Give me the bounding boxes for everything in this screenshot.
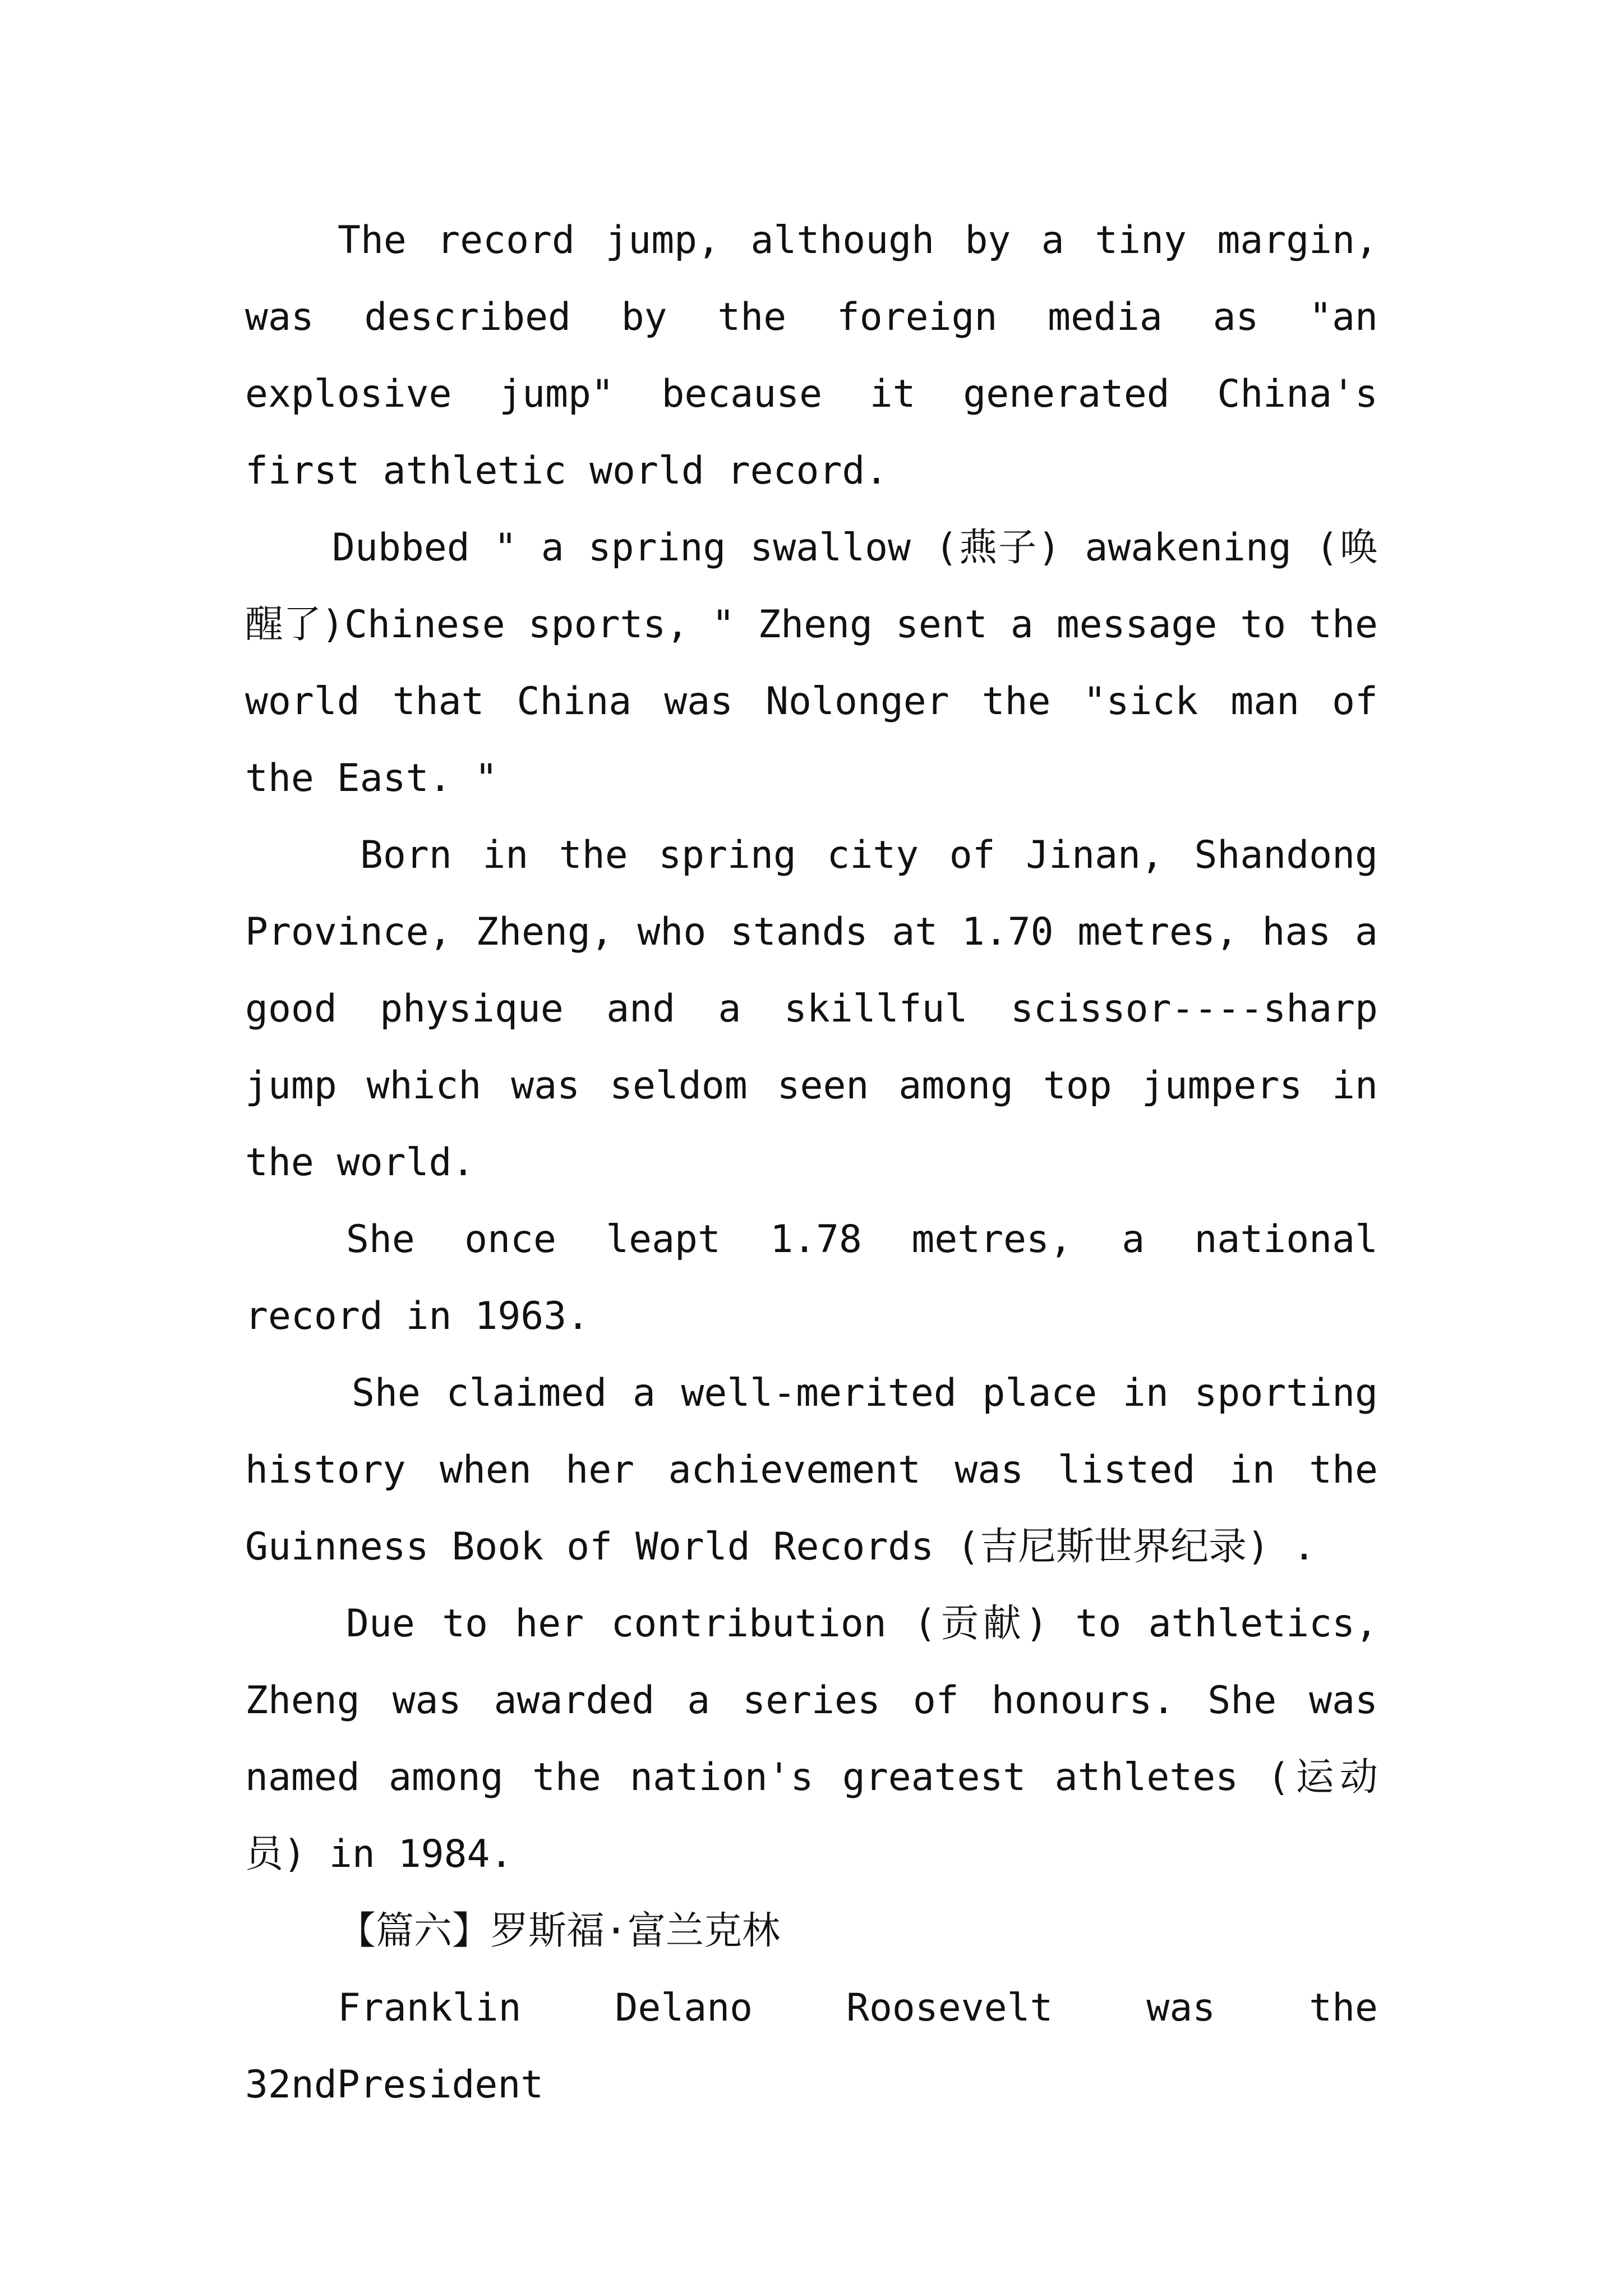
- paragraph-record-jump: The record jump, although by a tiny margin, was described by the foreign media as "an explosive jump" because it generated China's first athletic world record.: [245, 218, 1378, 493]
- section-heading: 【篇六】罗斯福·富兰克林: [338, 1909, 780, 1953]
- paragraph-guinness: She claimed a well-merited place in sporting history when her achievement was listed in the Guinness Book of World Records (吉尼斯世界纪录) .: [245, 1371, 1378, 1569]
- paragraph-honours: Due to her contribution (贡献) to athletics, Zheng was awarded a series of honours. She was named among the nation's greatest athletes (运动员) in 1984.: [245, 1602, 1378, 1876]
- paragraph-spring-swallow: Dubbed " a spring swallow (燕子) awakening (唤醒了)Chinese sports, " Zheng sent a message to the world that China was Nolonger the "sick man of the East. ": [245, 526, 1378, 800]
- paragraph-roosevelt: Franklin Delano Roosevelt was the 32ndPresident: [245, 1986, 1378, 2107]
- paragraph-born-jinan: Born in the spring city of Jinan, Shandong Province, Zheng, who stands at 1.70 metres, has a good physique and a skillful scissor----sharp jump which was seldom seen among top jumpers in the world.: [245, 833, 1378, 1185]
- paragraph-national-record: She once leapt 1.78 metres, a national record in 1963.: [245, 1217, 1378, 1338]
- document-body: [245, 202, 1378, 2123]
